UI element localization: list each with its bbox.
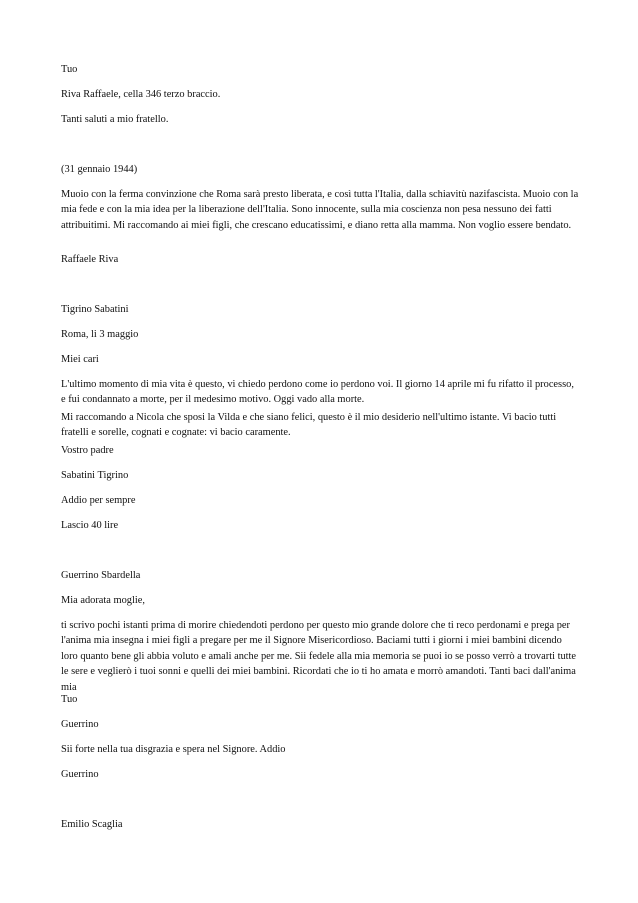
letter-body-riva: Muoio con la ferma convinzione che Roma sarà presto liberata, e così tutta l'Italia, dalla schiavitù nazifascista. Muoio con la mia fede e con la mia idea per la liberazione dell'Italia. Sono innocente, sulla mia coscienza non pesa nessuno dei fatti attribuitimi. Mi raccomando ai miei figli, che crescano educatissimi, e diano retta alla mamma. Non voglio essere bendato. bbox=[61, 189, 579, 231]
final-words: Sii forte nella tua disgrazia e spera nel Signore. Addio bbox=[61, 744, 286, 755]
author-heading-sabatini: Tigrino Sabatini bbox=[61, 304, 129, 315]
closing-vostro-padre: Vostro padre bbox=[61, 445, 114, 456]
signature-riva: Raffaele Riva bbox=[61, 254, 119, 265]
sender-cell-line: Riva Raffaele, cella 346 terzo braccio. bbox=[61, 89, 221, 100]
author-heading-sbardella: Guerrino Sbardella bbox=[61, 570, 141, 581]
letter-body-sbardella: ti scrivo pochi istanti prima di morire chiedendoti perdono per questo mio grande dolore che ti reco perdonami e prega per l'anima mia insegna i miei figli a pregare per me il Signore Misericordioso. Baciami tutti i giorni i miei bambini dicendo loro quanto bene gli abbia voluto e amali anche per me. Sii fedele alla mia memoria se puoi io se posso verrò a trovarti tutte le sere e veglierò i tuoi sonni e quelli dei miei bambini. Ricordati che io ti ho amata e morrò amandoti. Tanti baci dall'anima mia bbox=[61, 620, 577, 693]
letter-body-sabatini-2: Mi raccomando a Nicola che sposi la Vilda e che siano felici, questo è il mio desiderio nell'ultimo istante. Vi bacio tutti fratelli e sorelle, cognati e cognate: vi bacio caramente. bbox=[61, 412, 557, 439]
farewell-line: Addio per sempre bbox=[61, 495, 136, 506]
closing-tuo-2: Tuo bbox=[61, 694, 78, 705]
signature-guerrino-2: Guerrino bbox=[61, 769, 99, 780]
signature-guerrino: Guerrino bbox=[61, 719, 99, 730]
closing-tuo: Tuo bbox=[61, 64, 78, 75]
salutation-moglie: Mia adorata moglie, bbox=[61, 595, 145, 606]
salutation-miei-cari: Miei cari bbox=[61, 354, 99, 365]
letter-date: (31 gennaio 1944) bbox=[61, 164, 138, 175]
author-heading-scaglia: Emilio Scaglia bbox=[61, 819, 123, 830]
signature-sabatini: Sabatini Tigrino bbox=[61, 470, 129, 481]
greeting-brother: Tanti saluti a mio fratello. bbox=[61, 114, 169, 125]
letter-body-sabatini-1: L'ultimo momento di mia vita è questo, vi chiedo perdono come io perdono voi. Il giorno 14 aprile mi fu rifatto il processo, e fui condannato a morte, per il medesimo motivo. Oggi vado alla morte. bbox=[61, 379, 574, 406]
letter-place-date: Roma, li 3 maggio bbox=[61, 329, 139, 340]
postscript-lire: Lascio 40 lire bbox=[61, 520, 119, 531]
